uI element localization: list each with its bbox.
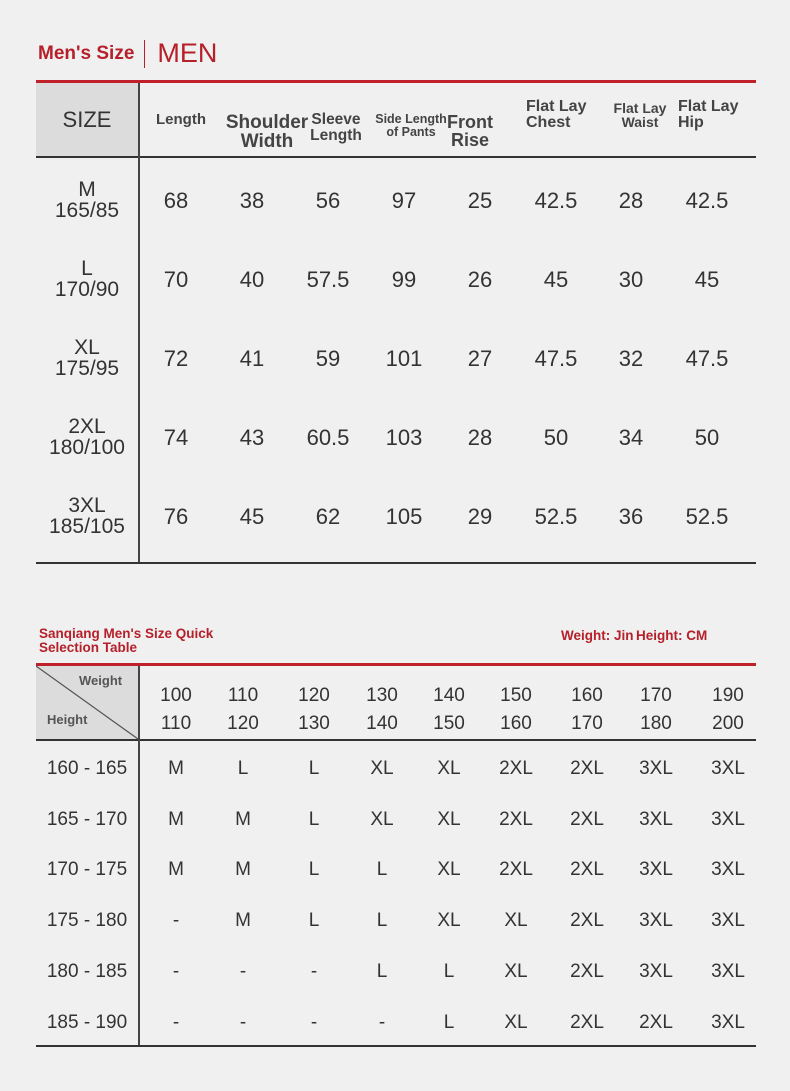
- weight-range-header: [626, 682, 686, 737]
- recommended-size-cell: L: [308, 758, 320, 779]
- quick-table-title: Sanqiang Men's Size Quick Selection Table: [39, 626, 214, 656]
- size-body: 180/100: [49, 436, 125, 459]
- size-table-top-rule: [36, 80, 756, 83]
- recommended-size-cell: XL: [370, 808, 394, 830]
- page-header: [38, 38, 217, 69]
- size-row-label: [36, 416, 138, 458]
- size-value-cell: 68: [163, 188, 189, 213]
- size-value-cell: 97: [391, 188, 417, 213]
- recommended-size-cell: XL: [437, 910, 461, 932]
- size-value-cell: 38: [239, 188, 265, 213]
- weight-range-header: [146, 682, 206, 737]
- height-range-label: 180 - 185: [46, 960, 128, 982]
- recommended-size-cell: XL: [437, 808, 461, 830]
- recommended-size-cell: 3XL: [639, 758, 673, 779]
- recommended-size-cell: 2XL: [639, 1011, 673, 1033]
- size-value-cell: 62: [315, 504, 341, 529]
- weight-range-from: 190: [712, 685, 744, 706]
- quick-table-top-rule: [36, 663, 756, 666]
- recommended-size-cell: 2XL: [570, 808, 604, 830]
- quick-table-bottom-rule: [36, 1045, 756, 1047]
- size-name: 2XL: [68, 415, 106, 438]
- recommended-size-cell: 2XL: [499, 758, 533, 779]
- recommended-size-cell: 2XL: [570, 758, 604, 779]
- size-value-cell: 40: [239, 267, 265, 292]
- size-value-cell: 101: [385, 346, 423, 371]
- recommended-size-cell: 3XL: [711, 859, 745, 881]
- size-value-cell: 52.5: [685, 504, 729, 529]
- weight-range-to: 170: [571, 712, 603, 734]
- weight-range-to: 140: [366, 712, 398, 734]
- gender-label: MEN: [157, 38, 218, 68]
- weight-range-header: [284, 682, 344, 737]
- size-body: 175/95: [54, 357, 120, 380]
- recommended-size-cell: L: [376, 960, 388, 982]
- recommended-size-cell: 3XL: [711, 910, 745, 932]
- recommended-size-cell: 2XL: [499, 808, 533, 830]
- size-table-header-rule: [36, 156, 756, 158]
- weight-axis-label: Weight: [79, 673, 123, 688]
- recommended-size-cell: L: [443, 1011, 455, 1033]
- recommended-size-cell: XL: [504, 960, 528, 982]
- size-row-label: [36, 179, 138, 221]
- recommended-size-cell: XL: [504, 1011, 528, 1033]
- size-value-cell: 26: [467, 267, 493, 292]
- recommended-size-cell: -: [172, 910, 180, 932]
- recommended-size-cell: M: [168, 758, 184, 779]
- recommended-size-cell: 3XL: [639, 808, 673, 830]
- size-table-bottom-rule: [36, 562, 756, 564]
- recommended-size-cell: 3XL: [639, 960, 673, 982]
- brand-size-label: Men's Size: [38, 42, 135, 64]
- size-value-cell: 28: [467, 425, 493, 450]
- weight-unit-label: Weight: Jin: [561, 628, 634, 643]
- quick-table-header-rule: [36, 739, 756, 741]
- recommended-size-cell: 2XL: [570, 910, 604, 932]
- recommended-size-cell: 3XL: [711, 808, 745, 830]
- size-name: M: [78, 178, 96, 201]
- recommended-size-cell: 2XL: [570, 859, 604, 881]
- weight-range-from: 110: [227, 685, 259, 706]
- weight-range-header: [352, 682, 412, 737]
- size-value-cell: 45: [694, 267, 720, 292]
- weight-range-from: 150: [500, 685, 532, 706]
- weight-range-to: 160: [500, 712, 532, 734]
- recommended-size-cell: 3XL: [711, 758, 745, 779]
- weight-range-header: [419, 682, 479, 737]
- recommended-size-cell: 3XL: [639, 910, 673, 932]
- size-row-label: [36, 495, 138, 537]
- size-value-cell: 30: [618, 267, 644, 292]
- column-header-flat-lay-chest: Flat Lay Chest: [526, 98, 587, 131]
- size-value-cell: 45: [543, 267, 569, 292]
- weight-range-from: 140: [433, 685, 465, 706]
- size-name: 3XL: [68, 494, 106, 517]
- recommended-size-cell: XL: [437, 859, 461, 881]
- size-value-cell: 29: [467, 504, 493, 529]
- column-header-sleeve-length: Sleeve Length: [310, 111, 362, 144]
- recommended-size-cell: L: [443, 960, 455, 982]
- size-value-cell: 50: [543, 425, 569, 450]
- size-value-cell: 32: [618, 346, 644, 371]
- height-unit-label: Height: CM: [636, 628, 708, 643]
- size-value-cell: 103: [385, 425, 423, 450]
- recommended-size-cell: L: [308, 910, 320, 932]
- recommended-size-cell: XL: [504, 910, 528, 932]
- size-value-cell: 34: [618, 425, 644, 450]
- recommended-size-cell: M: [235, 808, 251, 830]
- recommended-size-cell: -: [310, 1011, 318, 1033]
- recommended-size-cell: -: [239, 1011, 247, 1033]
- recommended-size-cell: L: [308, 808, 320, 830]
- recommended-size-cell: -: [172, 960, 180, 982]
- recommended-size-cell: 2XL: [570, 960, 604, 982]
- size-value-cell: 56: [315, 188, 341, 213]
- recommended-size-cell: XL: [437, 758, 461, 779]
- height-range-label: 170 - 175: [46, 859, 128, 881]
- size-body: 185/105: [49, 515, 125, 538]
- size-value-cell: 60.5: [306, 425, 350, 450]
- size-value-cell: 70: [163, 267, 189, 292]
- height-range-label: 165 - 170: [46, 808, 128, 830]
- recommended-size-cell: -: [378, 1011, 386, 1033]
- column-header-flat-lay-hip: Flat Lay Hip: [678, 98, 739, 131]
- size-value-cell: 47.5: [534, 346, 578, 371]
- weight-range-header: [698, 682, 758, 737]
- recommended-size-cell: L: [376, 859, 388, 881]
- size-value-cell: 42.5: [685, 188, 729, 213]
- weight-range-to: 180: [640, 712, 672, 734]
- size-value-cell: 28: [618, 188, 644, 213]
- size-value-cell: 25: [467, 188, 493, 213]
- weight-range-from: 130: [366, 685, 398, 706]
- recommended-size-cell: L: [376, 910, 388, 932]
- height-range-label: 175 - 180: [46, 910, 128, 932]
- quick-table-column-divider: [138, 666, 140, 1046]
- weight-range-from: 160: [571, 685, 603, 706]
- weight-range-header: [557, 682, 617, 737]
- weight-range-header: [213, 682, 273, 737]
- size-value-cell: 47.5: [685, 346, 729, 371]
- size-value-cell: 41: [239, 346, 265, 371]
- weight-height-corner-cell: [36, 666, 138, 739]
- weight-range-from: 170: [640, 685, 672, 706]
- header-divider: [144, 40, 145, 68]
- weight-range-to: 150: [433, 712, 465, 734]
- recommended-size-cell: L: [237, 758, 249, 779]
- size-value-cell: 45: [239, 504, 265, 529]
- size-name: L: [81, 257, 93, 280]
- column-header-shoulder-width: Shoulder Width: [225, 112, 309, 152]
- recommended-size-cell: L: [308, 859, 320, 881]
- size-value-cell: 36: [618, 504, 644, 529]
- size-value-cell: 43: [239, 425, 265, 450]
- recommended-size-cell: M: [235, 859, 251, 881]
- height-range-label: 185 - 190: [46, 1011, 128, 1033]
- recommended-size-cell: 2XL: [570, 1011, 604, 1033]
- size-value-cell: 59: [315, 346, 341, 371]
- weight-range-to: 120: [227, 712, 259, 734]
- size-name: XL: [74, 336, 100, 359]
- size-body: 170/90: [54, 278, 120, 301]
- size-header-cell: [36, 83, 138, 156]
- size-value-cell: 42.5: [534, 188, 578, 213]
- size-value-cell: 99: [391, 267, 417, 292]
- size-value-cell: 76: [163, 504, 189, 529]
- recommended-size-cell: 3XL: [711, 1011, 745, 1033]
- weight-range-header: [486, 682, 546, 737]
- size-body: 165/85: [54, 199, 120, 222]
- recommended-size-cell: M: [168, 859, 184, 881]
- recommended-size-cell: 3XL: [639, 859, 673, 881]
- size-table-column-divider: [138, 83, 140, 563]
- size-value-cell: 50: [694, 425, 720, 450]
- recommended-size-cell: M: [235, 910, 251, 932]
- recommended-size-cell: -: [172, 1011, 180, 1033]
- column-header-side-length-of-pants: Side Length of Pants: [375, 112, 447, 139]
- column-header-front-rise: Front Rise: [447, 112, 493, 150]
- weight-range-from: 100: [160, 685, 192, 706]
- weight-range-from: 120: [298, 685, 330, 706]
- size-value-cell: 72: [163, 346, 189, 371]
- recommended-size-cell: M: [168, 808, 184, 830]
- column-header-flat-lay-waist: Flat Lay Waist: [613, 100, 667, 130]
- size-value-cell: 52.5: [534, 504, 578, 529]
- size-header-label: SIZE: [62, 106, 112, 132]
- weight-range-to: 130: [298, 712, 330, 734]
- size-value-cell: 27: [467, 346, 493, 371]
- weight-range-to: 200: [712, 712, 744, 734]
- recommended-size-cell: -: [239, 960, 247, 982]
- size-row-label: [36, 258, 138, 300]
- size-value-cell: 105: [385, 504, 423, 529]
- weight-range-to: 110: [160, 712, 192, 734]
- recommended-size-cell: 3XL: [711, 960, 745, 982]
- recommended-size-cell: 2XL: [499, 859, 533, 881]
- height-axis-label: Height: [47, 712, 88, 727]
- size-value-cell: 57.5: [306, 267, 350, 292]
- recommended-size-cell: -: [310, 960, 318, 982]
- height-range-label: 160 - 165: [46, 758, 128, 779]
- size-value-cell: 74: [163, 425, 189, 450]
- recommended-size-cell: XL: [370, 758, 394, 779]
- column-header-length: Length: [156, 111, 206, 128]
- size-row-label: [36, 337, 138, 379]
